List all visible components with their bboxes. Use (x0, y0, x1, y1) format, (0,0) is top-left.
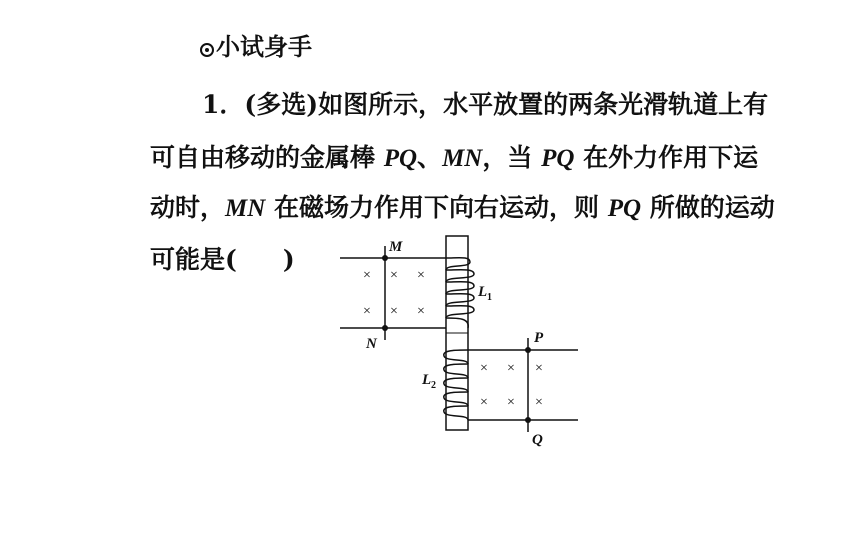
field-cross: × (417, 304, 425, 319)
question-line-3 (150, 191, 775, 226)
question-text: 可能是( (150, 245, 237, 274)
node-q (525, 417, 531, 423)
upper-field-region (363, 268, 425, 319)
label-l1: L (478, 284, 488, 300)
circuit-figure (330, 232, 590, 452)
field-cross: × (363, 304, 371, 319)
question-text: 动时， (150, 193, 226, 222)
question-number: 1． (202, 90, 245, 119)
question-tag: (多选) (244, 90, 319, 119)
label-q: Q (532, 432, 543, 448)
field-cross: × (507, 395, 515, 410)
field-cross: × (535, 395, 543, 410)
field-cross: × (480, 395, 488, 410)
label-p: P (534, 330, 544, 346)
question-line-2 (150, 141, 758, 176)
variable-mn: MN (442, 145, 483, 172)
label-l2-subscript: 2 (431, 380, 436, 391)
node-n (382, 325, 388, 331)
question-text: 在磁场力作用下向右运动，则 (265, 193, 608, 222)
label-l1-subscript: 1 (487, 292, 492, 303)
question-line-4 (150, 243, 295, 277)
label-n: N (366, 336, 377, 352)
question-text: 可自由移动的金属棒 (150, 143, 384, 172)
question-text: 所做的运动 (641, 193, 775, 222)
field-cross: × (507, 361, 515, 376)
field-cross: × (390, 304, 398, 319)
question-line-1 (202, 88, 768, 122)
field-cross: × (480, 361, 488, 376)
target-bullet-icon (200, 43, 214, 57)
variable-pq: PQ (541, 145, 575, 172)
lower-field-region (480, 361, 543, 410)
section-heading-text: 小试身手 (216, 32, 312, 61)
question-text: 如图所示，水平放置的两条光滑轨道上有 (318, 90, 769, 119)
variable-mn: MN (225, 195, 266, 222)
variable-pq: PQ (383, 145, 418, 172)
field-cross: × (417, 268, 425, 283)
question-text: ，当 (482, 143, 542, 172)
field-cross: × (535, 361, 543, 376)
question-text: 、 (417, 143, 443, 172)
question-text: ) (282, 245, 295, 274)
variable-pq: PQ (607, 195, 642, 222)
node-m (382, 255, 388, 261)
question-text: 在外力作用下运 (574, 143, 759, 172)
node-p (525, 347, 531, 353)
label-m: M (389, 239, 403, 255)
label-l2: L (422, 372, 432, 388)
field-cross: × (390, 268, 398, 283)
section-heading (200, 30, 312, 64)
field-cross: × (363, 268, 371, 283)
